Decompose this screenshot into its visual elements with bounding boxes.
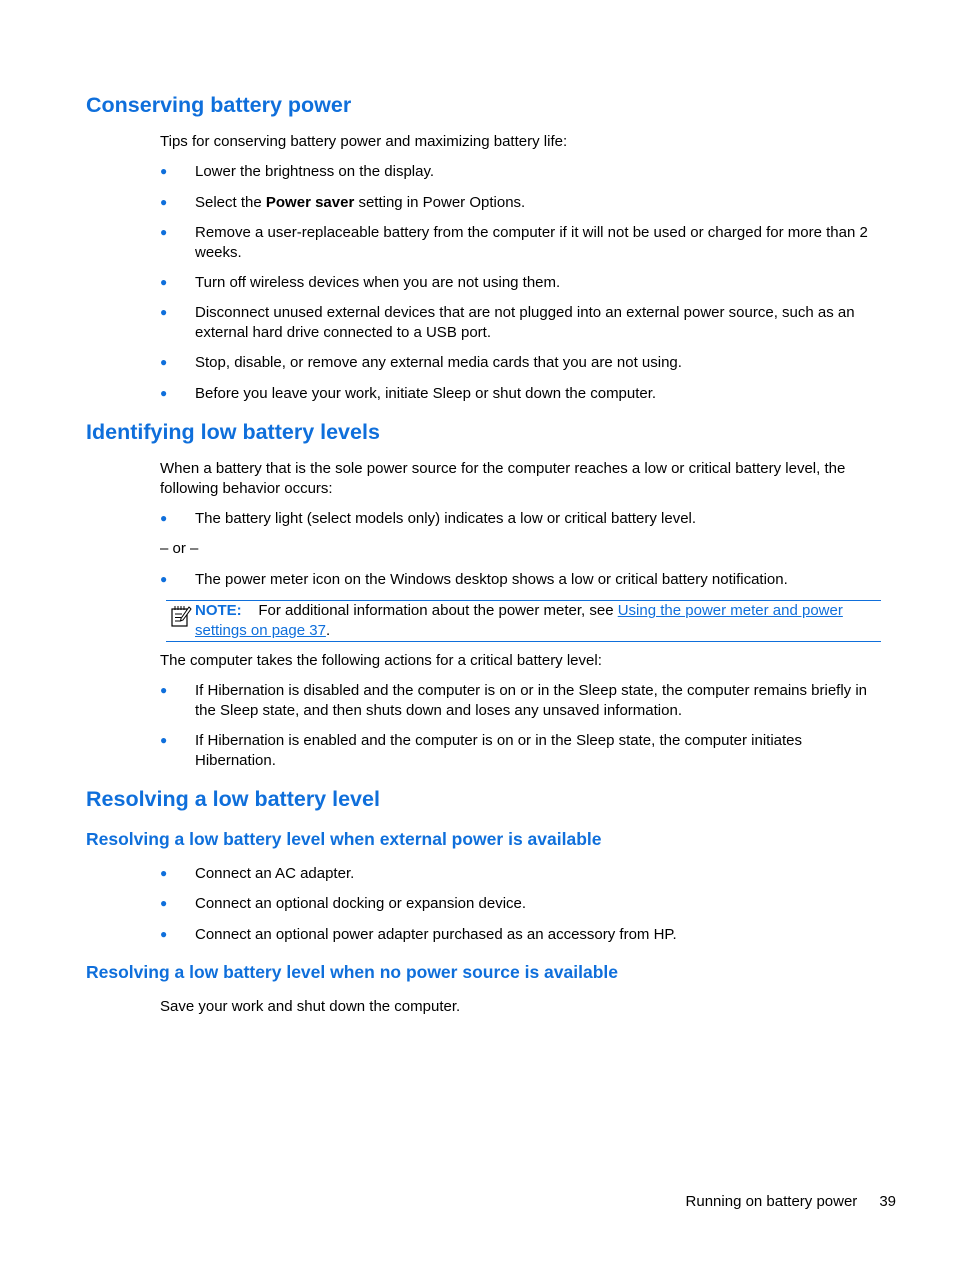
list-item-text: Connect an optional power adapter purchased as an accessory from HP. [195,926,677,943]
bullet-icon: ● [160,572,168,586]
bullet-icon: ● [160,305,168,319]
section-title-resolving: Resolving a low battery level [86,787,380,811]
note-box [166,600,881,642]
footer-section-title: Running on battery power [685,1193,858,1210]
or-separator: – or – [160,540,199,557]
power-saver-term: Power saver [265,194,355,211]
list-item-text: Before you leave your work, initiate Sleep or shut down the computer. [195,385,657,402]
section-title-conserving: Conserving battery power [86,93,352,117]
bullet-icon: ● [160,866,168,880]
bullet-icon: ● [160,275,168,289]
bullet-icon: ● [160,927,168,941]
section-intro: Tips for conserving battery power and maximizing battery life: [160,133,568,150]
list-item-text: The battery light (select models only) indicates a low or critical battery level. [195,510,697,527]
section-title-identifying: Identifying low battery levels [86,420,380,444]
list-item-text: Lower the brightness on the display. [195,163,435,180]
list-item-text: Stop, disable, or remove any external media cards that you are not using. [195,354,682,371]
list-item-text: Remove a user-replaceable battery from the computer if it will not be used or charged for more than 2 weeks. [195,224,868,261]
no-power-text: Save your work and shut down the computer. [160,998,461,1015]
section-intro: When a battery that is the sole power source for the computer reaches a low or critical battery level, the following behavior occurs: [160,460,846,497]
subsection-title-no-power: Resolving a low battery level when no power source is available [86,962,618,982]
bullet-icon: ● [160,225,168,239]
critical-intro: The computer takes the following actions for a critical battery level: [160,652,602,669]
note-icon [170,604,192,628]
bullet-icon: ● [160,733,168,747]
list-item-text: Disconnect unused external devices that are not plugged into an external power source, such as an external hard drive connected to a USB port. [195,304,855,341]
list-item-text: Connect an AC adapter. [195,865,355,882]
list-item-text: If Hibernation is enabled and the computer is on or in the Sleep state, the computer initiates Hibernation. [195,732,803,769]
list-item-text: Select the Power saver setting in Power Options. [195,194,526,211]
page-footer [686,1192,896,1212]
list-item-text: Turn off wireless devices when you are not using them. [195,274,561,291]
power-meter-link[interactable]: Using the power meter and power settings on page 37 [195,602,843,639]
bullet-icon: ● [160,683,168,697]
list-item-text: The power meter icon on the Windows desktop shows a low or critical battery notification. [195,571,788,588]
bullet-icon: ● [160,896,168,910]
note-label: NOTE: [195,602,242,619]
bullet-icon: ● [160,511,168,525]
bullet-icon: ● [160,195,168,209]
note-text: NOTE: For additional information about the power meter, see Using the power meter and power settings on page 37. [195,602,843,639]
list-item-text: If Hibernation is disabled and the computer is on or in the Sleep state, the computer remains briefly in the Sleep state, and then shuts down and loses any unsaved information. [195,682,868,719]
bullet-icon: ● [160,164,168,178]
bullet-icon: ● [160,355,168,369]
subsection-title-external-power: Resolving a low battery level when external power is available [86,829,602,849]
page-number: 39 [879,1193,896,1210]
bullet-icon: ● [160,386,168,400]
list-item-text: Connect an optional docking or expansion device. [195,895,527,912]
